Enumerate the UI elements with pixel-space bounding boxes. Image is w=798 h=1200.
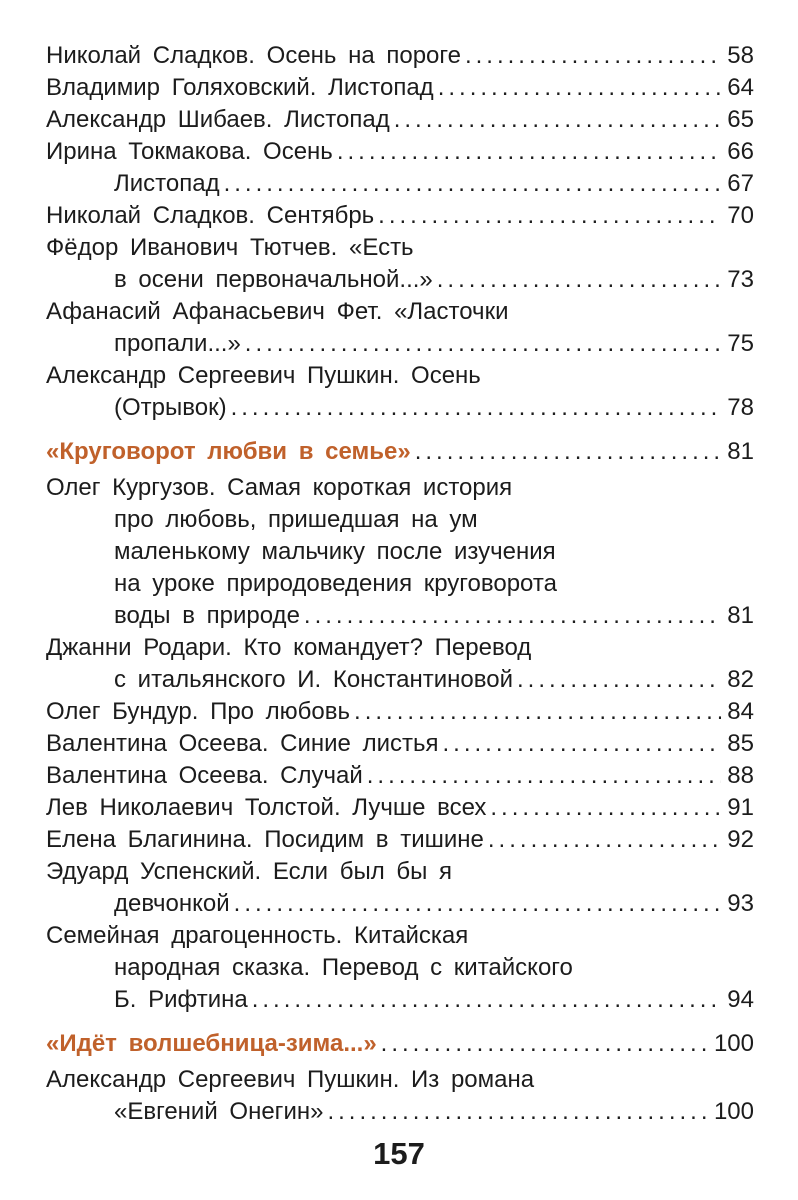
toc-entry-line <box>46 472 754 504</box>
toc-entry <box>46 168 754 200</box>
toc-entry-title: маленькому мальчику после изучения <box>114 538 556 565</box>
toc-entry-page: 84 <box>727 698 754 725</box>
section-heading <box>46 436 754 468</box>
page-number: 157 <box>373 1136 425 1171</box>
toc-entry-title: Валентина Осеева. Случай <box>46 762 363 789</box>
toc-entry-title: Елена Благинина. Посидим в тишине <box>46 826 484 853</box>
leader-dots <box>442 728 721 760</box>
toc-entry-title: Николай Сладков. Сентябрь <box>46 202 375 229</box>
toc-entry-title: Олег Бундур. Про любовь <box>46 698 351 725</box>
toc-entry <box>46 72 754 104</box>
toc-entry-title: Владимир Голяховский. Листопад <box>46 74 434 101</box>
toc-entry-page: 66 <box>727 138 754 165</box>
toc-entry-line <box>46 504 754 536</box>
section-page: 81 <box>727 438 754 465</box>
toc-entry <box>46 728 754 760</box>
toc-entry-page: 100 <box>713 1098 754 1125</box>
toc-entry <box>46 40 754 72</box>
toc-entry-title: Валентина Осеева. Синие листья <box>46 730 439 757</box>
toc-entry-title: Б. Рифтина <box>114 986 248 1013</box>
toc-entry-page: 78 <box>727 394 754 421</box>
toc-entry <box>46 600 754 632</box>
toc-entry <box>46 328 754 360</box>
toc-entry-title: народная сказка. Перевод с китайского <box>114 954 573 981</box>
toc-entry-line <box>46 856 754 888</box>
leader-dots <box>367 760 722 792</box>
toc-entry-title: Олег Кургузов. Самая короткая история <box>46 474 513 501</box>
leader-dots <box>394 104 722 136</box>
leader-dots <box>381 1028 708 1060</box>
leader-dots <box>465 40 721 72</box>
toc-entry-page: 58 <box>727 42 754 69</box>
section-page: 100 <box>713 1030 754 1057</box>
toc-entry-line <box>46 1064 754 1096</box>
toc-entry-page: 91 <box>727 794 754 821</box>
toc-entry-line <box>46 920 754 952</box>
toc-entry-title: Листопад <box>114 170 220 197</box>
leader-dots <box>304 600 721 632</box>
leader-dots <box>378 200 721 232</box>
toc-entry-page: 81 <box>727 602 754 629</box>
leader-dots <box>488 824 721 856</box>
toc-entry-title: Эдуард Успенский. Если был бы я <box>46 858 453 885</box>
toc-entry <box>46 136 754 168</box>
toc-entry-page: 67 <box>727 170 754 197</box>
toc-entry-title: Афанасий Афанасьевич Фет. «Ласточки <box>46 298 509 325</box>
toc-entry-page: 92 <box>727 826 754 853</box>
toc-entry-title: Александр Шибаев. Листопад <box>46 106 390 133</box>
toc-entry-line <box>46 536 754 568</box>
section-title: «Круговорот любви в семье» <box>46 438 411 465</box>
toc-entry-title: пропали...» <box>114 330 241 357</box>
toc-entry-line <box>46 632 754 664</box>
section-heading <box>46 1028 754 1060</box>
toc-entry-title: Александр Сергеевич Пушкин. Из романа <box>46 1066 535 1093</box>
leader-dots <box>517 664 721 696</box>
toc-entry-page: 70 <box>727 202 754 229</box>
leader-dots <box>437 264 722 296</box>
toc-entry-title: Лев Николаевич Толстой. Лучше всех <box>46 794 487 821</box>
toc-entry-page: 94 <box>727 986 754 1013</box>
toc-entry <box>46 104 754 136</box>
toc-entry-title: воды в природе <box>114 602 300 629</box>
toc-entry <box>46 888 754 920</box>
toc-entry <box>46 984 754 1016</box>
toc-entry-page: 64 <box>727 74 754 101</box>
toc-entry-page: 73 <box>727 266 754 293</box>
toc-entry-title: «Евгений Онегин» <box>114 1098 324 1125</box>
toc-entry-title: Фёдор Иванович Тютчев. «Есть <box>46 234 414 261</box>
toc-entry-line <box>46 568 754 600</box>
toc-entry-line <box>46 232 754 264</box>
leader-dots <box>354 696 721 728</box>
toc-entry-page: 65 <box>727 106 754 133</box>
toc-entry <box>46 792 754 824</box>
toc-entry <box>46 696 754 728</box>
toc-entry-title: (Отрывок) <box>114 394 227 421</box>
toc-entry-line <box>46 296 754 328</box>
toc-entry-line <box>46 952 754 984</box>
leader-dots <box>224 168 722 200</box>
leader-dots <box>252 984 722 1016</box>
toc-entry-title: про любовь, пришедшая на ум <box>114 506 478 533</box>
toc-entry-title: Ирина Токмакова. Осень <box>46 138 333 165</box>
leader-dots <box>231 392 722 424</box>
toc-entry-page: 75 <box>727 330 754 357</box>
toc-entry-title: с итальянского И. Константиновой <box>114 666 513 693</box>
toc-entry <box>46 664 754 696</box>
leader-dots <box>245 328 722 360</box>
toc-entry <box>46 264 754 296</box>
leader-dots <box>234 888 722 920</box>
toc-entry-page: 85 <box>727 730 754 757</box>
table-of-contents <box>46 40 754 1128</box>
toc-entry-title: Николай Сладков. Осень на пороге <box>46 42 461 69</box>
leader-dots <box>438 72 722 104</box>
toc-entry <box>46 1096 754 1128</box>
toc-entry-line <box>46 360 754 392</box>
toc-entry <box>46 760 754 792</box>
toc-entry-title: Александр Сергеевич Пушкин. Осень <box>46 362 481 389</box>
toc-entry <box>46 200 754 232</box>
toc-entry-title: девчонкой <box>114 890 230 917</box>
toc-entry-title: на уроке природоведения круговорота <box>114 570 557 597</box>
leader-dots <box>415 436 722 468</box>
toc-entry-page: 93 <box>727 890 754 917</box>
leader-dots <box>327 1096 708 1128</box>
toc-entry <box>46 392 754 424</box>
toc-entry-title: Семейная драгоценность. Китайская <box>46 922 469 949</box>
toc-entry-title: Джанни Родари. Кто командует? Перевод <box>46 634 532 661</box>
toc-entry-page: 82 <box>727 666 754 693</box>
section-title: «Идёт волшебница-зима...» <box>46 1030 377 1057</box>
leader-dots <box>490 792 721 824</box>
toc-entry-page: 88 <box>727 762 754 789</box>
toc-entry-title: в осени первоначальной...» <box>114 266 433 293</box>
toc-entry <box>46 824 754 856</box>
leader-dots <box>337 136 721 168</box>
